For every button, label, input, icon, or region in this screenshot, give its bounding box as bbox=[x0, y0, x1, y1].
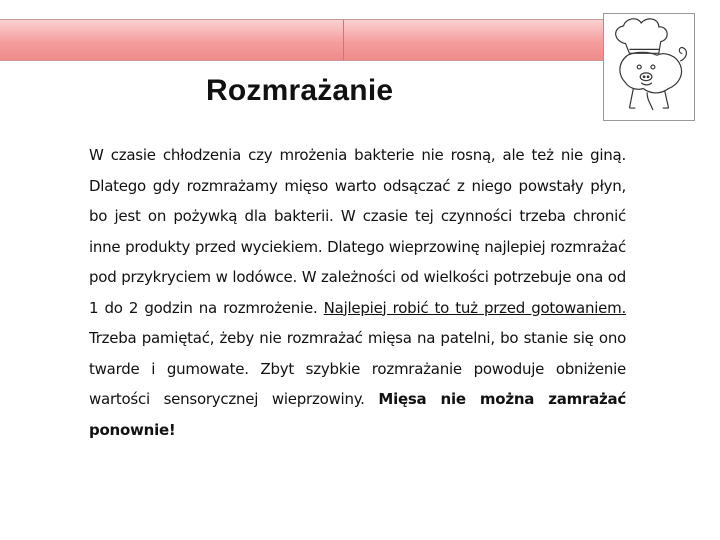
body-text-warning: Mięsa nie można zamrażać ponownie! bbox=[89, 390, 626, 439]
body-paragraph bbox=[89, 140, 626, 445]
chef-pig-icon bbox=[604, 14, 694, 120]
body-text-underlined: Najlepiej robić to tuż przed gotowaniem. bbox=[323, 298, 626, 317]
page-title: Rozmrażanie bbox=[206, 74, 394, 107]
chef-pig-logo bbox=[603, 13, 695, 121]
header-band-divider bbox=[343, 20, 344, 60]
body-text-middle: Trzeba pamiętać, żeby nie rozmrażać mięsa na patelni, bo stanie się ono twarde i gumowate. Zbyt szybkie rozmrażanie powoduje obniżenie wartości sensorycznej wieprzowiny. bbox=[89, 329, 626, 408]
header-band bbox=[0, 19, 607, 61]
body-text-intro: W czasie chłodzenia czy mrożenia bakterie nie rosną, ale też nie giną. Dlatego gdy rozmrażamy mięso warto odsączać z niego powstały płyn, bo jest on pożywką dla bakterii. W czasie tej czynności trzeba chronić inne produkty przed wyciekiem. Dlatego wieprzowinę najlepiej rozmrażać pod przykryciem w lodówce. W zależności od wielkości potrzebuje ona od 1 do 2 godzin na rozmrożenie. bbox=[89, 146, 626, 317]
